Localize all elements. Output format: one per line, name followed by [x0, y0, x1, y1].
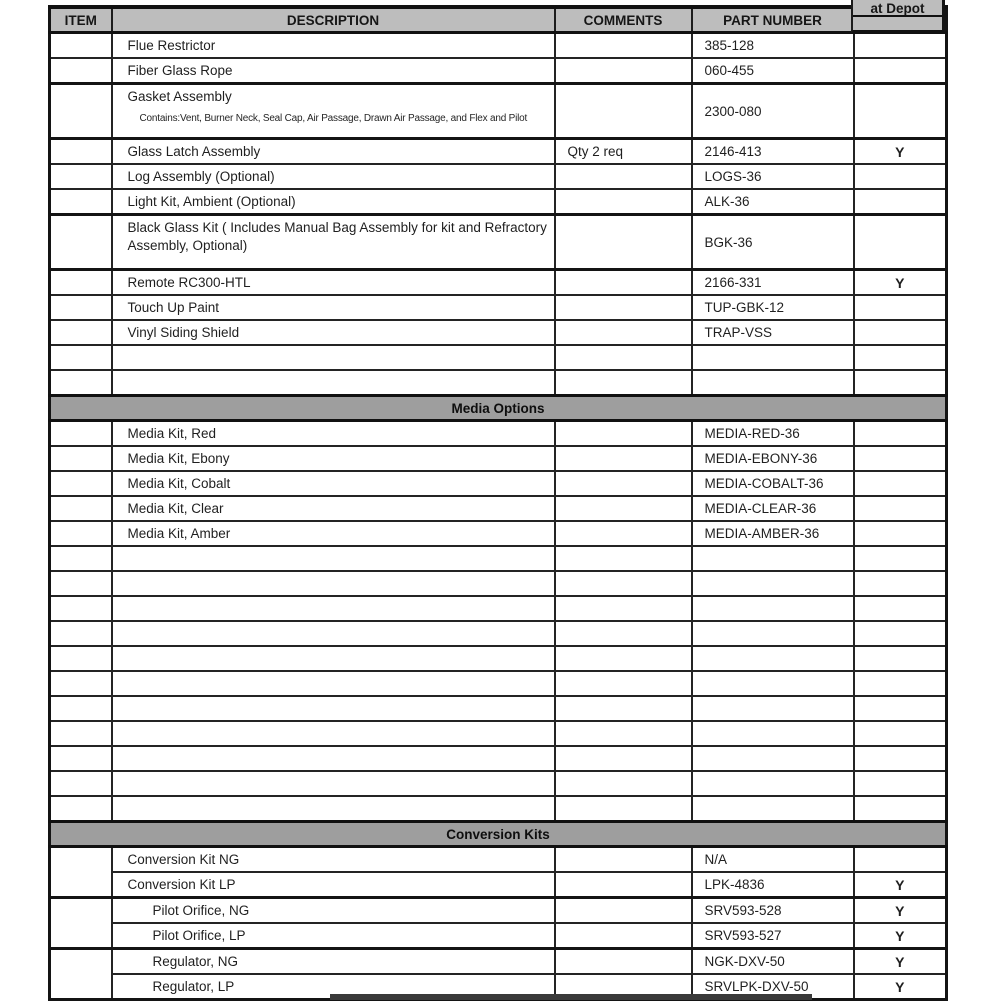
description-cell — [112, 496, 555, 521]
comments-cell — [555, 847, 692, 873]
depot-cell — [854, 696, 947, 721]
part-number-cell: MEDIA-AMBER-36 — [692, 521, 854, 546]
item-cell — [50, 898, 112, 949]
item-cell — [50, 546, 112, 571]
description-text: Regulator, LP — [152, 979, 235, 994]
empty-row — [50, 546, 947, 571]
item-cell — [50, 571, 112, 596]
comments-cell — [555, 796, 692, 822]
description-cell — [112, 370, 555, 396]
table-row — [50, 189, 947, 215]
description-cell — [112, 189, 555, 215]
description-text: Media Kit, Amber — [127, 526, 231, 541]
empty-row — [50, 345, 947, 370]
part-number-cell: SRV593-527 — [692, 923, 854, 949]
stocked-at-depot-header — [851, 0, 945, 33]
item-cell — [50, 189, 112, 215]
item-cell — [50, 796, 112, 822]
part-number-cell: SRVLPK-DXV-50 — [692, 974, 854, 1000]
description-cell — [112, 847, 555, 873]
comments-cell — [555, 496, 692, 521]
item-cell — [50, 446, 112, 471]
table-row — [50, 139, 947, 165]
part-number-cell: 385-128 — [692, 33, 854, 59]
depot-cell: Y — [854, 872, 947, 898]
table-row — [50, 872, 947, 898]
comments-cell — [555, 215, 692, 270]
part-number-cell: MEDIA-EBONY-36 — [692, 446, 854, 471]
table-row — [50, 164, 947, 189]
section-header-row — [50, 396, 947, 421]
description-cell — [112, 345, 555, 370]
item-cell — [50, 847, 112, 898]
table-row — [50, 446, 947, 471]
description-cell — [112, 421, 555, 447]
description-text: Pilot Orifice, NG — [152, 903, 250, 918]
description-text: Regulator, NG — [152, 954, 239, 969]
description-text: Media Kit, Cobalt — [127, 476, 231, 491]
description-text: Black Glass Kit ( Includes Manual Bag Assembly for kit and Refractory Assembly, Optional) — [127, 220, 547, 253]
description-text: Log Assembly (Optional) — [127, 169, 275, 184]
empty-row — [50, 571, 947, 596]
item-cell — [50, 295, 112, 320]
part-number-cell: LOGS-36 — [692, 164, 854, 189]
description-cell — [112, 621, 555, 646]
part-number-cell — [692, 721, 854, 746]
depot-cell — [854, 496, 947, 521]
depot-cell — [854, 796, 947, 822]
description-note: Contains:Vent, Burner Neck, Seal Cap, Air Passage, Drawn Air Passage, and Flex and Pilot — [139, 113, 528, 124]
depot-cell — [854, 164, 947, 189]
depot-header-label: at Depot — [870, 1, 925, 16]
table-row — [50, 33, 947, 59]
description-text: Glass Latch Assembly — [127, 144, 261, 159]
comments-cell — [555, 521, 692, 546]
depot-cell — [854, 546, 947, 571]
table-row — [50, 496, 947, 521]
table-row — [50, 923, 947, 949]
comments-cell — [555, 646, 692, 671]
item-cell — [50, 646, 112, 671]
description-text: Conversion Kit NG — [127, 852, 240, 867]
depot-cell — [854, 320, 947, 345]
description-cell — [112, 721, 555, 746]
comments-cell — [555, 949, 692, 975]
table-row — [50, 215, 947, 270]
empty-row — [50, 796, 947, 822]
description-cell — [112, 696, 555, 721]
part-number-cell: 2300-080 — [692, 84, 854, 139]
part-number-cell — [692, 646, 854, 671]
description-cell — [112, 771, 555, 796]
description-text: Media Kit, Ebony — [127, 451, 230, 466]
depot-cell: Y — [854, 974, 947, 1000]
description-cell — [112, 746, 555, 771]
description-cell — [112, 571, 555, 596]
part-number-cell — [692, 370, 854, 396]
item-cell — [50, 320, 112, 345]
item-cell — [50, 671, 112, 696]
description-cell — [112, 796, 555, 822]
table-row — [50, 949, 947, 975]
item-cell — [50, 949, 112, 1000]
description-text: Conversion Kit LP — [127, 877, 236, 892]
description-cell — [112, 872, 555, 898]
parts-table-body — [50, 33, 947, 1000]
comments-cell — [555, 546, 692, 571]
part-number-cell — [692, 796, 854, 822]
description-cell — [112, 295, 555, 320]
comments-cell — [555, 746, 692, 771]
description-cell — [112, 671, 555, 696]
description-cell — [112, 546, 555, 571]
depot-cell — [854, 571, 947, 596]
empty-row — [50, 671, 947, 696]
comments-cell — [555, 164, 692, 189]
comments-cell — [555, 270, 692, 296]
comments-cell — [555, 370, 692, 396]
part-number-cell: SRV593-528 — [692, 898, 854, 924]
table-row — [50, 320, 947, 345]
comments-cell: Qty 2 req — [555, 139, 692, 165]
table-row — [50, 295, 947, 320]
depot-cell — [854, 471, 947, 496]
table-row — [50, 471, 947, 496]
part-number-cell: LPK-4836 — [692, 872, 854, 898]
description-text: Touch Up Paint — [127, 300, 220, 315]
depot-cell — [854, 345, 947, 370]
header-row — [50, 7, 947, 33]
description-cell — [112, 446, 555, 471]
depot-cell — [854, 621, 947, 646]
description-cell — [112, 270, 555, 296]
comments-cell — [555, 621, 692, 646]
table-row — [50, 898, 947, 924]
part-number-cell: MEDIA-CLEAR-36 — [692, 496, 854, 521]
comments-cell — [555, 320, 692, 345]
item-cell — [50, 370, 112, 396]
description-cell — [112, 320, 555, 345]
item-cell — [50, 270, 112, 296]
depot-cell — [854, 721, 947, 746]
depot-cell — [854, 671, 947, 696]
item-cell — [50, 84, 112, 139]
description-cell — [112, 949, 555, 975]
section-title: Conversion Kits — [50, 822, 947, 847]
table-row — [50, 847, 947, 873]
comments-cell — [555, 872, 692, 898]
depot-cell — [854, 521, 947, 546]
empty-row — [50, 746, 947, 771]
description-text: Light Kit, Ambient (Optional) — [127, 194, 296, 209]
comments-cell — [555, 33, 692, 59]
item-cell — [50, 621, 112, 646]
depot-cell — [854, 295, 947, 320]
description-cell — [112, 596, 555, 621]
description-cell — [112, 33, 555, 59]
item-cell — [50, 58, 112, 84]
description-cell — [112, 923, 555, 949]
section-header-row — [50, 822, 947, 847]
item-cell — [50, 696, 112, 721]
item-cell — [50, 421, 112, 447]
part-number-cell — [692, 696, 854, 721]
part-number-cell: MEDIA-RED-36 — [692, 421, 854, 447]
comments-cell — [555, 84, 692, 139]
description-text: Vinyl Siding Shield — [127, 325, 240, 340]
item-cell — [50, 771, 112, 796]
table-row — [50, 521, 947, 546]
part-number-cell: MEDIA-COBALT-36 — [692, 471, 854, 496]
part-number-cell — [692, 345, 854, 370]
depot-cell — [854, 189, 947, 215]
part-number-cell: TUP-GBK-12 — [692, 295, 854, 320]
comments-cell — [555, 771, 692, 796]
part-number-cell — [692, 546, 854, 571]
description-text: Remote RC300-HTL — [127, 275, 251, 290]
description-text: Fiber Glass Rope — [127, 63, 233, 78]
part-number-cell — [692, 596, 854, 621]
part-number-cell: 060-455 — [692, 58, 854, 84]
description-cell — [112, 898, 555, 924]
description-text: Media Kit, Red — [127, 426, 217, 441]
depot-cell — [854, 421, 947, 447]
part-number-cell: BGK-36 — [692, 215, 854, 270]
part-number-cell: ALK-36 — [692, 189, 854, 215]
description-cell — [112, 521, 555, 546]
item-cell — [50, 746, 112, 771]
part-number-cell — [692, 571, 854, 596]
description-cell — [112, 471, 555, 496]
comments-cell — [555, 446, 692, 471]
description-text: Gasket Assembly — [127, 89, 232, 104]
part-number-cell: TRAP-VSS — [692, 320, 854, 345]
item-cell — [50, 215, 112, 270]
col-header-part-number: PART NUMBER — [692, 7, 854, 33]
part-number-cell: NGK-DXV-50 — [692, 949, 854, 975]
item-cell — [50, 33, 112, 59]
table-row — [50, 84, 947, 139]
depot-cell — [854, 58, 947, 84]
description-cell — [112, 84, 555, 139]
comments-cell — [555, 671, 692, 696]
table-row — [50, 270, 947, 296]
depot-cell — [854, 446, 947, 471]
depot-cell — [854, 84, 947, 139]
part-number-cell: N/A — [692, 847, 854, 873]
item-cell — [50, 345, 112, 370]
table-row — [50, 421, 947, 447]
col-header-comments: COMMENTS — [555, 7, 692, 33]
empty-row — [50, 771, 947, 796]
depot-cell: Y — [854, 898, 947, 924]
comments-cell — [555, 721, 692, 746]
item-cell — [50, 164, 112, 189]
description-cell — [112, 164, 555, 189]
description-text: Pilot Orifice, LP — [152, 928, 246, 943]
table-row — [50, 58, 947, 84]
description-cell — [112, 139, 555, 165]
comments-cell — [555, 471, 692, 496]
comments-cell — [555, 898, 692, 924]
depot-cell — [854, 33, 947, 59]
description-cell — [112, 646, 555, 671]
comments-cell — [555, 345, 692, 370]
empty-row — [50, 596, 947, 621]
item-cell — [50, 471, 112, 496]
comments-cell — [555, 696, 692, 721]
part-number-cell — [692, 671, 854, 696]
comments-cell — [555, 295, 692, 320]
item-cell — [50, 496, 112, 521]
depot-cell — [854, 215, 947, 270]
comments-cell — [555, 189, 692, 215]
depot-cell — [854, 746, 947, 771]
depot-cell — [854, 646, 947, 671]
part-number-cell — [692, 621, 854, 646]
comments-cell — [555, 571, 692, 596]
part-number-cell — [692, 746, 854, 771]
depot-cell — [854, 370, 947, 396]
col-header-description: DESCRIPTION — [112, 7, 555, 33]
depot-cell — [854, 771, 947, 796]
depot-cell: Y — [854, 270, 947, 296]
comments-cell — [555, 596, 692, 621]
comments-cell — [555, 58, 692, 84]
item-cell — [50, 596, 112, 621]
col-header-item: ITEM — [50, 7, 112, 33]
depot-cell: Y — [854, 949, 947, 975]
description-cell — [112, 58, 555, 84]
empty-row — [50, 696, 947, 721]
description-text: Flue Restrictor — [127, 38, 216, 53]
depot-cell — [854, 847, 947, 873]
depot-cell — [854, 596, 947, 621]
item-cell — [50, 139, 112, 165]
item-cell — [50, 721, 112, 746]
section-title: Media Options — [50, 396, 947, 421]
empty-row — [50, 721, 947, 746]
part-number-cell: 2166-331 — [692, 270, 854, 296]
parts-table — [48, 5, 948, 1001]
part-number-cell: 2146-413 — [692, 139, 854, 165]
next-section-band-partial — [330, 994, 812, 1000]
depot-cell: Y — [854, 923, 947, 949]
description-cell — [112, 215, 555, 270]
part-number-cell — [692, 771, 854, 796]
empty-row — [50, 646, 947, 671]
description-text: Media Kit, Clear — [127, 501, 224, 516]
comments-cell — [555, 923, 692, 949]
empty-row — [50, 370, 947, 396]
depot-cell: Y — [854, 139, 947, 165]
comments-cell — [555, 421, 692, 447]
empty-row — [50, 621, 947, 646]
depot-header-label-box — [853, 0, 942, 17]
item-cell — [50, 521, 112, 546]
